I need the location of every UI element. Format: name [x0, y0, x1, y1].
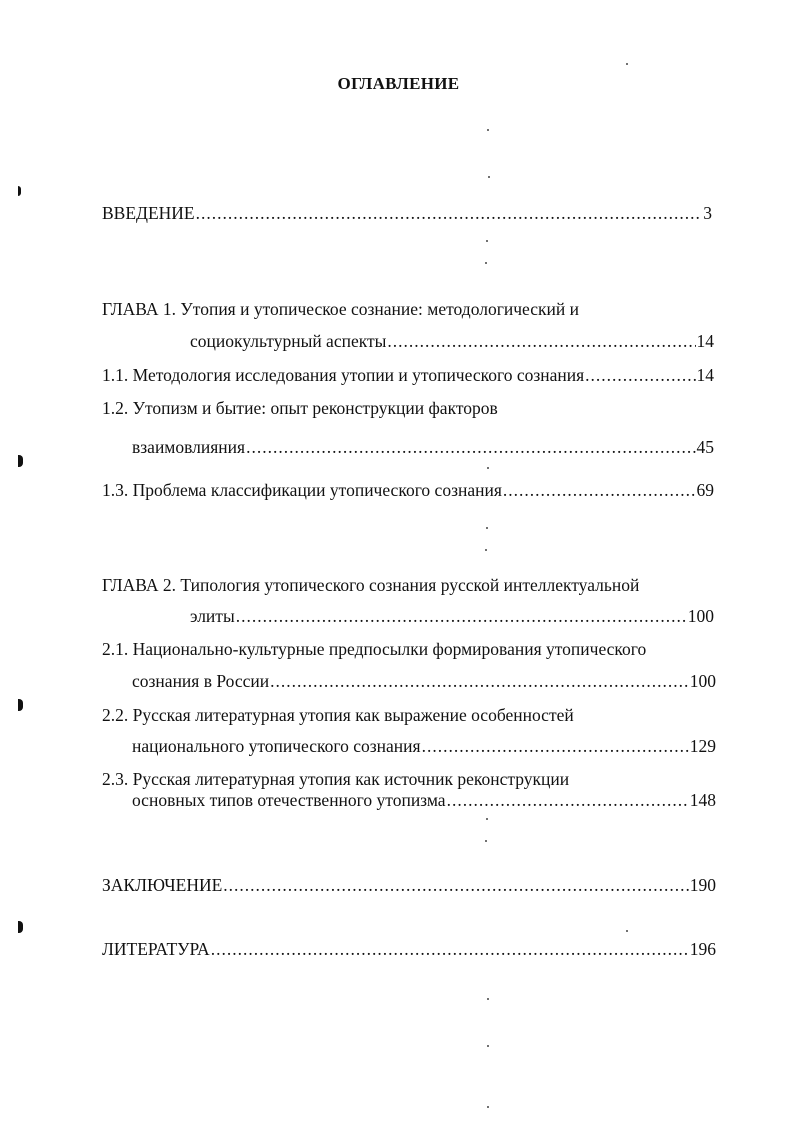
- dot-leader: [447, 790, 689, 811]
- scan-speck: [487, 1106, 489, 1108]
- toc-page-number: 196: [689, 939, 716, 959]
- dot-leader: [422, 736, 689, 757]
- toc-entry-label: ВВЕДЕНИЕ: [102, 203, 195, 223]
- dot-leader: [246, 437, 695, 458]
- toc-entry-literature[interactable]: [102, 939, 716, 963]
- toc-entry-1-2-title[interactable]: 1.2. Утопизм и бытие: опыт реконструкции факторов: [102, 398, 498, 418]
- dot-leader: [236, 606, 687, 627]
- toc-page-number: 129: [689, 736, 716, 756]
- dot-leader: [270, 671, 689, 692]
- dot-leader: [585, 365, 695, 386]
- scan-speck: [486, 527, 488, 529]
- toc-page-number: 190: [689, 875, 716, 895]
- toc-page-number: 14: [696, 331, 714, 351]
- toc-entry-label: 1.3. Проблема классификации утопического сознания: [102, 480, 502, 500]
- toc-entry-label: национального утопического сознания: [132, 736, 421, 756]
- toc-entry-label: элиты: [190, 606, 235, 626]
- dot-leader: [223, 875, 688, 896]
- scan-speck: [485, 549, 487, 551]
- scan-binding-mark: [18, 186, 21, 196]
- toc-entry-label: ЛИТЕРАТУРА: [102, 939, 210, 959]
- toc-page-number: 3: [703, 203, 712, 223]
- scan-binding-mark: [18, 921, 23, 933]
- scan-speck: [487, 1045, 489, 1047]
- dot-leader: [211, 939, 689, 960]
- toc-entry-conclusion[interactable]: [102, 875, 716, 899]
- toc-page-number: 45: [696, 437, 714, 457]
- scan-speck: [487, 998, 489, 1000]
- scan-speck: [485, 262, 487, 264]
- toc-entry-label: 1.1. Методология исследования утопии и утопического сознания: [102, 365, 585, 385]
- scan-speck: [486, 818, 488, 820]
- toc-entry-1-3[interactable]: [102, 480, 714, 504]
- toc-entry-chapter-2[interactable]: [190, 606, 714, 630]
- scan-speck: [485, 840, 487, 842]
- toc-entry-2-3[interactable]: [132, 790, 716, 814]
- toc-entry-2-3-title[interactable]: 2.3. Русская литературная утопия как источник реконструкции: [102, 769, 570, 789]
- toc-entry-label: основных типов отечественного утопизма: [132, 790, 446, 810]
- toc-page-number: 69: [696, 480, 714, 500]
- dot-leader: [196, 203, 703, 224]
- scan-speck: [487, 467, 489, 469]
- toc-page-number: 100: [687, 606, 714, 626]
- toc-chapter-1-title[interactable]: ГЛАВА 1. Утопия и утопическое сознание: методологический и: [102, 299, 579, 319]
- toc-entry-1-1[interactable]: [102, 365, 714, 389]
- toc-entry-2-2-title[interactable]: 2.2. Русская литературная утопия как выражение особенностей: [102, 705, 574, 725]
- toc-entry-label: сознания в России: [132, 671, 270, 691]
- page-title: ОГЛАВЛЕНИЕ: [337, 74, 460, 93]
- scan-speck: [626, 63, 628, 65]
- scan-speck: [626, 930, 628, 932]
- toc-entry-2-2[interactable]: [132, 736, 716, 760]
- dot-leader: [503, 480, 696, 501]
- toc-entry-chapter-1[interactable]: [190, 331, 714, 355]
- toc-entry-intro[interactable]: [102, 203, 712, 227]
- toc-entry-2-1-title[interactable]: 2.1. Национально-культурные предпосылки формирования утопического: [102, 639, 647, 659]
- toc-entry-1-2[interactable]: [132, 437, 714, 461]
- scan-speck: [488, 176, 490, 178]
- dot-leader: [387, 331, 695, 352]
- toc-page-number: 14: [696, 365, 714, 385]
- scan-binding-mark: [18, 455, 23, 467]
- toc-entry-label: ЗАКЛЮЧЕНИЕ: [102, 875, 223, 895]
- toc-entry-label: социокультурный аспекты: [190, 331, 387, 351]
- scan-binding-mark: [18, 699, 23, 711]
- toc-page-number: 100: [689, 671, 716, 691]
- toc-entry-2-1[interactable]: [132, 671, 716, 695]
- toc-entry-label: взаимовлияния: [132, 437, 246, 457]
- scan-speck: [487, 129, 489, 131]
- toc-chapter-2-title[interactable]: ГЛАВА 2. Типология утопического сознания русской интеллектуальной: [102, 575, 640, 595]
- scan-speck: [486, 240, 488, 242]
- toc-page-number: 148: [689, 790, 716, 810]
